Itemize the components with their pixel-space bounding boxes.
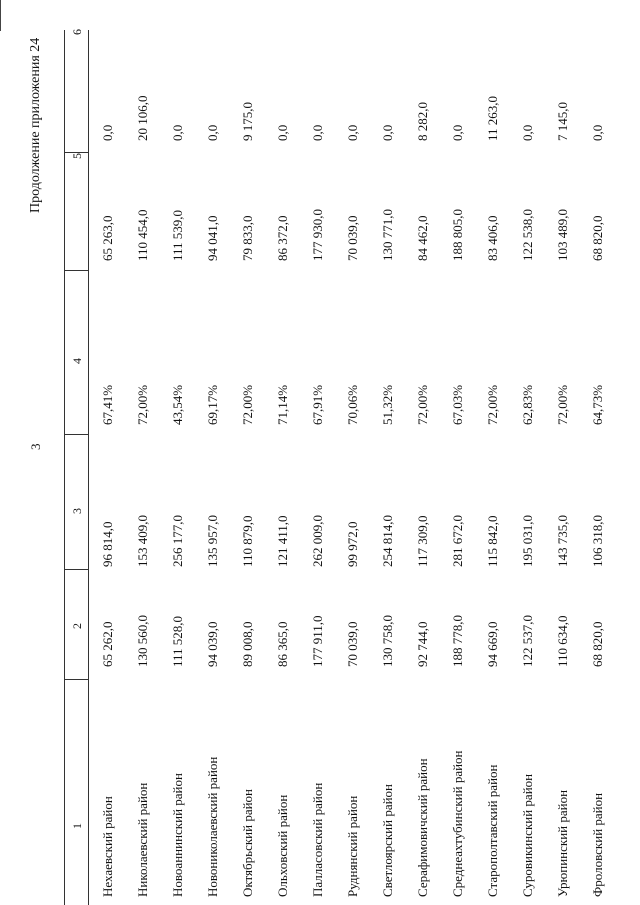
table-cell: 0,0 xyxy=(590,124,605,141)
district-name: Светлоярский район xyxy=(380,783,395,897)
table-cell: 94 669,0 xyxy=(485,621,500,667)
column-header: 1 xyxy=(70,823,84,829)
column-header: 6 xyxy=(70,29,84,35)
table-cell: 117 309,0 xyxy=(415,515,430,567)
table-cell: 20 106,0 xyxy=(135,95,150,141)
column-divider xyxy=(64,569,88,570)
table-cell: 110 454,0 xyxy=(135,209,150,261)
table-cell: 70 039,0 xyxy=(345,215,360,261)
district-name: Фроловский район xyxy=(590,792,605,897)
district-name: Серафимовичский район xyxy=(415,758,430,897)
table-cell: 0,0 xyxy=(450,124,465,141)
table-cell: 110 879,0 xyxy=(240,515,255,567)
table-cell: 281 672,0 xyxy=(450,515,465,567)
table-cell: 115 842,0 xyxy=(485,515,500,567)
table-cell: 68 820,0 xyxy=(590,215,605,261)
table-cell: 65 262,0 xyxy=(100,621,115,667)
table-cell: 11 263,0 xyxy=(485,95,500,141)
table-cell: 188 805,0 xyxy=(450,209,465,261)
table-cell: 0,0 xyxy=(380,124,395,141)
table-cell: 72,00% xyxy=(555,384,570,425)
table-cell: 0,0 xyxy=(100,124,115,141)
district-name: Старополтавский район xyxy=(485,764,500,897)
district-name: Суровикинский район xyxy=(520,773,535,897)
table-cell: 86 372,0 xyxy=(275,215,290,261)
table-cell: 67,41% xyxy=(100,384,115,425)
table-cell: 72,00% xyxy=(415,384,430,425)
table-cell: 177 930,0 xyxy=(310,209,325,261)
table-cell: 135 957,0 xyxy=(205,515,220,567)
table-cell: 262 009,0 xyxy=(310,515,325,567)
table-cell: 79 833,0 xyxy=(240,215,255,261)
table-top-rule xyxy=(64,30,65,905)
district-name: Ольховский район xyxy=(275,794,290,897)
table-cell: 111 528,0 xyxy=(170,615,185,667)
table-cell: 62,83% xyxy=(520,384,535,425)
table-cell: 188 778,0 xyxy=(450,615,465,667)
table-cell: 0,0 xyxy=(345,124,360,141)
table-cell: 195 031,0 xyxy=(520,515,535,567)
column-divider xyxy=(64,434,88,435)
table-cell: 89 008,0 xyxy=(240,621,255,667)
column-header: 4 xyxy=(70,358,84,364)
table-cell: 256 177,0 xyxy=(170,515,185,567)
table-cell: 111 539,0 xyxy=(170,209,185,261)
table-cell: 68 820,0 xyxy=(590,621,605,667)
table-cell: 7 145,0 xyxy=(555,102,570,141)
table-cell: 67,03% xyxy=(450,384,465,425)
table-cell: 70 039,0 xyxy=(345,621,360,667)
table-cell: 143 735,0 xyxy=(555,515,570,567)
district-name: Октябрьский район xyxy=(240,789,255,897)
page-number: 3 xyxy=(28,443,43,450)
table-cell: 254 814,0 xyxy=(380,515,395,567)
column-header: 2 xyxy=(70,623,84,629)
table-cell: 103 489,0 xyxy=(555,209,570,261)
table-cell: 72,00% xyxy=(135,384,150,425)
table-cell: 9 175,0 xyxy=(240,102,255,141)
table-cell: 121 411,0 xyxy=(275,515,290,567)
data-table xyxy=(64,0,630,905)
table-cell: 43,54% xyxy=(170,384,185,425)
column-header: 3 xyxy=(70,508,84,514)
table-cell: 153 409,0 xyxy=(135,515,150,567)
table-cell: 71,14% xyxy=(275,384,290,425)
table-cell: 83 406,0 xyxy=(485,215,500,261)
table-cell: 99 972,0 xyxy=(345,521,360,567)
table-cell: 130 771,0 xyxy=(380,209,395,261)
district-name: Новоаннинский район xyxy=(170,773,185,897)
district-name: Николаевский район xyxy=(135,782,150,897)
appendix-caption: Продолжение приложения 24 xyxy=(28,37,43,213)
table-cell: 0,0 xyxy=(520,124,535,141)
district-name: Новониколаевский район xyxy=(205,756,220,897)
table-cell: 69,17% xyxy=(205,384,220,425)
table-header-rule xyxy=(88,30,89,905)
table-cell: 86 365,0 xyxy=(275,621,290,667)
table-cell: 70,06% xyxy=(345,384,360,425)
table-cell: 92 744,0 xyxy=(415,621,430,667)
table-cell: 72,00% xyxy=(485,384,500,425)
table-cell: 84 462,0 xyxy=(415,215,430,261)
table-cell: 0,0 xyxy=(205,124,220,141)
top-rule xyxy=(0,0,1,31)
district-name: Руднянский район xyxy=(345,795,360,897)
district-name: Урюпинский район xyxy=(555,789,570,897)
column-divider xyxy=(64,270,88,271)
column-divider xyxy=(64,679,88,680)
district-name: Нехаевский район xyxy=(100,796,115,897)
table-cell: 0,0 xyxy=(170,124,185,141)
table-cell: 122 538,0 xyxy=(520,209,535,261)
table-cell: 0,0 xyxy=(310,124,325,141)
district-name: Среднеахтубинский район xyxy=(450,750,465,897)
table-cell: 67,91% xyxy=(310,384,325,425)
table-cell: 8 282,0 xyxy=(415,102,430,141)
table-cell: 96 814,0 xyxy=(100,521,115,567)
table-cell: 122 537,0 xyxy=(520,615,535,667)
table-cell: 110 634,0 xyxy=(555,615,570,667)
district-name: Палласовский район xyxy=(310,782,325,897)
table-cell: 130 560,0 xyxy=(135,615,150,667)
table-cell: 72,00% xyxy=(240,384,255,425)
table-cell: 64,73% xyxy=(590,384,605,425)
table-cell: 94 039,0 xyxy=(205,621,220,667)
table-cell: 0,0 xyxy=(275,124,290,141)
table-cell: 177 911,0 xyxy=(310,615,325,667)
table-cell: 65 263,0 xyxy=(100,215,115,261)
table-cell: 130 758,0 xyxy=(380,615,395,667)
table-cell: 106 318,0 xyxy=(590,515,605,567)
column-header: 5 xyxy=(70,153,84,159)
table-cell: 51,32% xyxy=(380,384,395,425)
table-cell: 94 041,0 xyxy=(205,215,220,261)
